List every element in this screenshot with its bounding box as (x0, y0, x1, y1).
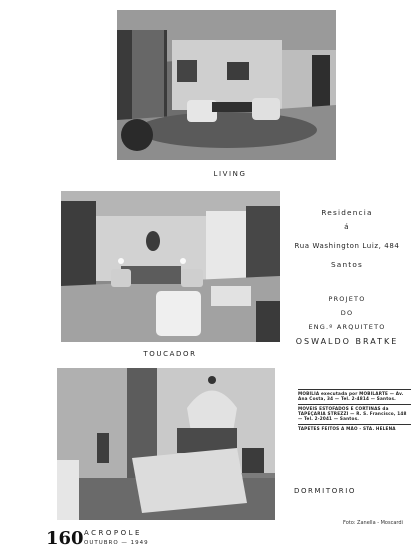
info-eng-arquiteto: ENG.º ARQUITETO (308, 323, 386, 331)
dormitorio-caption: DORMITORIO (293, 487, 357, 495)
photo-credit: Foto: Zanella - Moscardi (343, 520, 403, 526)
toucador-room-photo (61, 191, 280, 342)
credits-divider-top (298, 389, 411, 390)
info-do: DO (340, 309, 354, 317)
credits-divider-1 (298, 404, 411, 405)
credits-mobilia: MOBILIA executada por MOBILARTE — Av. Ana Costa, 34 — Tel. 2-4814 — Santos. (298, 391, 404, 402)
toucador-caption: TOUCADOR (143, 350, 197, 358)
credits-tapetes: TAPETES FEITOS A MÃO - STA. HELENA (298, 426, 396, 431)
magazine-title: ACROPOLE (84, 529, 142, 537)
info-city: Santos (330, 260, 364, 269)
living-room-photo (117, 10, 336, 160)
info-a: á (344, 222, 350, 231)
issue-date: OUTUBRO — 1949 (84, 540, 149, 546)
info-residencia: Residencia (321, 208, 373, 217)
living-caption: LIVING (213, 170, 247, 178)
info-projeto: PROJETO (328, 295, 366, 303)
architect-name: OSWALDO BRATKE (295, 337, 399, 346)
credits-moveis: MOVEIS ESTOFADOS E CORTINAS da TAPEÇARIA STREZZI — R. S. Francisco, 148 — Tel. 2-2041 — Santos. (298, 406, 407, 422)
credits-divider-2 (298, 424, 411, 425)
page-number: 160 (46, 528, 84, 549)
dormitorio-room-photo (57, 368, 275, 520)
info-address: Rua Washington Luiz, 484 (294, 242, 400, 250)
